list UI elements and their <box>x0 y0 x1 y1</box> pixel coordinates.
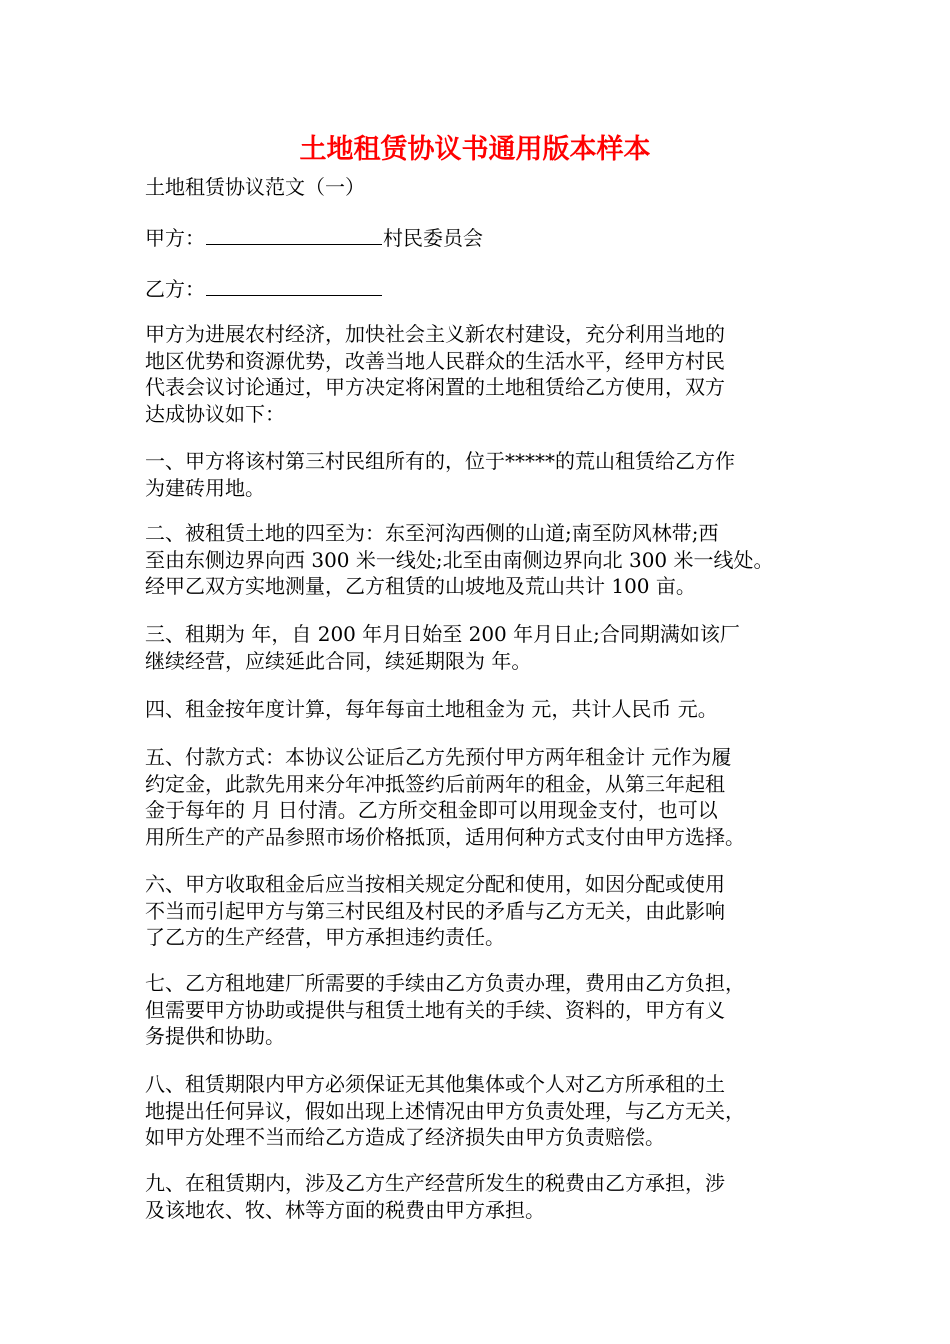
party-a-line <box>145 225 483 251</box>
clause-line: 不当而引起甲方与第三村民组及村民的矛盾与乙方无关，由此影响 <box>145 898 725 923</box>
clause-line: 一、甲方将该村第三村民组所有的，位于*****的荒山租赁给乙方作 <box>145 449 735 473</box>
clause-line: 五、付款方式：本协议公证后乙方先预付甲方两年租金计 元作为履 <box>145 745 732 769</box>
clause-line: 二、被租赁土地的四至为：东至河沟西侧的山道;南至防风林带;西 <box>145 521 719 545</box>
clause-line: 经甲乙双方实地测量，乙方租赁的山坡地及荒山共计 100 亩。 <box>145 574 696 598</box>
clause-line: 继续经营，应续延此合同，续延期限为 年。 <box>145 648 532 673</box>
clause-line: 但需要甲方协助或提供与租赁土地有关的手续、资料的，甲方有义 <box>145 997 725 1022</box>
clause-line: 金于每年的 月 日付清。乙方所交租金即可以用现金支付，也可以 <box>145 798 718 822</box>
clause-line: 七、乙方租地建厂所需要的手续由乙方负责办理，费用由乙方负担， <box>145 971 745 995</box>
party-b-line <box>145 276 383 302</box>
clause-4 <box>145 696 825 723</box>
document-title: 土地租赁协议书通用版本样本 <box>299 134 651 165</box>
party-a-blank <box>206 226 382 245</box>
clause-line: 约定金，此款先用来分年冲抵签约后前两年的租金，从第三年起租 <box>145 771 725 796</box>
clause-line: 至由东侧边界向西 300 米一线处;北至由南侧边界向北 300 米一线处。 <box>145 547 774 572</box>
intro-line: 地区优势和资源优势，改善当地人民群众的生活水平，经甲方村民 <box>145 348 725 373</box>
clause-line: 务提供和协助。 <box>145 1024 285 1048</box>
party-a-suffix: 村民委员会 <box>383 226 483 250</box>
clause-6 <box>145 871 825 951</box>
clause-line: 六、甲方收取租金后应当按相关规定分配和使用，如因分配或使用 <box>145 872 725 896</box>
clause-7 <box>145 970 825 1050</box>
clause-line: 八、租赁期限内甲方必须保证无其他集体或个人对乙方所承租的土 <box>145 1072 725 1096</box>
intro-line: 甲方为进展农村经济，加快社会主义新农村建设，充分利用当地的 <box>145 322 725 346</box>
party-a-label: 甲方： <box>145 226 205 250</box>
clause-line: 四、租金按年度计算，每年每亩土地租金为 元，共计人民币 元。 <box>145 697 718 721</box>
clause-line: 九、在租赁期内，涉及乙方生产经营所发生的税费由乙方承担，涉 <box>145 1171 725 1195</box>
clause-3 <box>145 621 825 674</box>
clause-2 <box>145 520 825 600</box>
intro-line: 代表会议讨论通过，甲方决定将闲置的土地租赁给乙方使用，双方 <box>145 375 725 399</box>
party-b-blank <box>206 277 382 296</box>
clause-line: 三、租期为 年，自 200 年月日始至 200 年月日止;合同期满如该厂 <box>145 622 740 646</box>
clause-line: 地提出任何异议，假如出现上述情况由甲方负责处理，与乙方无关， <box>145 1098 745 1123</box>
document-subtitle: 土地租赁协议范文（一） <box>145 175 365 199</box>
party-b-label: 乙方： <box>145 277 205 301</box>
clause-5 <box>145 744 825 850</box>
clause-line: 如甲方处理不当而给乙方造成了经济损失由甲方负责赔偿。 <box>145 1125 665 1149</box>
intro-paragraph <box>145 321 825 427</box>
clause-9 <box>145 1170 825 1223</box>
clause-line: 及该地农、牧、林等方面的税费由甲方承担。 <box>145 1197 545 1222</box>
intro-line: 达成协议如下： <box>145 401 285 426</box>
clause-8 <box>145 1071 825 1151</box>
clause-line: 用所生产的产品参照市场价格抵顶，适用何种方式支付由甲方选择。 <box>145 824 745 849</box>
clause-line: 为建砖用地。 <box>145 475 265 500</box>
clause-line: 了乙方的生产经营，甲方承担违约责任。 <box>145 925 505 949</box>
clause-1 <box>145 448 825 501</box>
